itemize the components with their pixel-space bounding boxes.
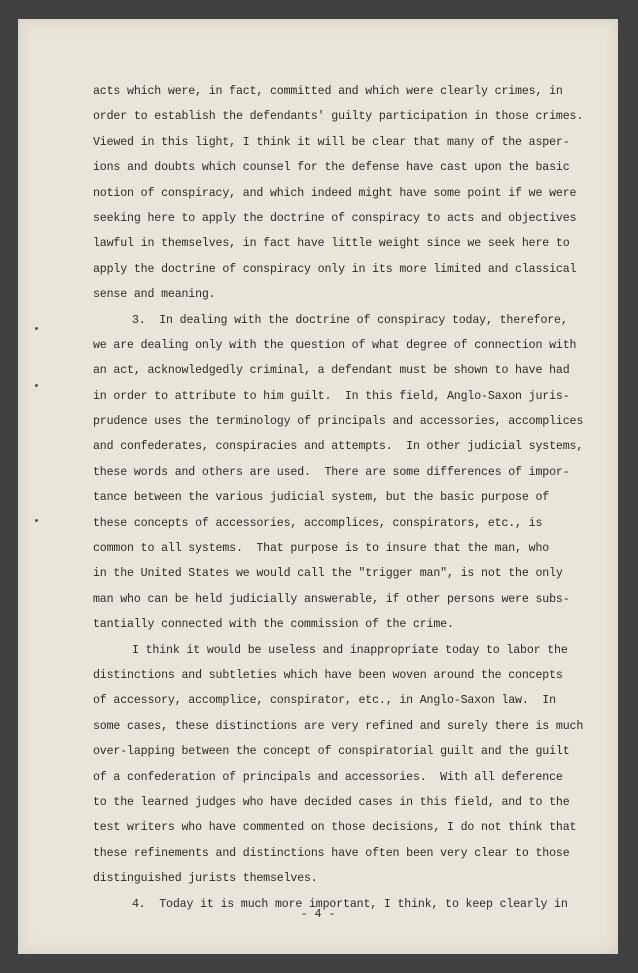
text-line: ions and doubts which counsel for the defense have cast upon the basic — [93, 161, 570, 175]
text-line: notion of conspiracy, and which indeed might have some point if we were — [93, 186, 577, 200]
text-line: of accessory, accomplice, conspirator, etc., in Anglo-Saxon law. In — [93, 694, 556, 708]
document-page — [18, 19, 618, 954]
text-line: lawful in themselves, in fact have little weight since we seek here to — [93, 237, 570, 251]
text-line: to the learned judges who have decided cases in this field, and to the — [93, 795, 570, 809]
text-line: sense and meaning. — [93, 288, 216, 302]
text-line: prudence uses the terminology of principals and accessories, accomplices — [93, 415, 584, 429]
text-line: these refinements and distinctions have often been very clear to those — [93, 846, 570, 860]
text-line: we are dealing only with the question of what degree of connection with — [93, 338, 577, 352]
text-line: in the United States we would call the "trigger man", is not the only — [93, 567, 563, 581]
text-line: some cases, these distinctions are very refined and surely there is much — [93, 719, 584, 733]
text-line: test writers who have commented on those decisions, I do not think that — [93, 821, 577, 835]
text-line: 3. In dealing with the doctrine of conspiracy today, therefore, — [132, 313, 568, 327]
text-line: distinguished jurists themselves. — [93, 872, 318, 886]
text-line: man who can be held judicially answerable, if other persons were subs- — [93, 592, 570, 606]
text-line: 4. Today it is much more important, I think, to keep clearly in — [132, 897, 568, 911]
text-line: and confederates, conspiracies and attempts. In other judicial systems, — [93, 440, 584, 454]
text-line: acts which were, in fact, committed and which were clearly crimes, in — [93, 85, 563, 98]
text-line: apply the doctrine of conspiracy only in its more limited and classical — [93, 262, 577, 276]
body-text — [93, 79, 584, 917]
text-line: in order to attribute to him guilt. In this field, Anglo-Saxon juris- — [93, 389, 570, 403]
text-line: I think it would be useless and inappropriate today to labor the — [132, 643, 568, 657]
text-line: an act, acknowledgedly criminal, a defendant must be shown to have had — [93, 364, 570, 378]
text-line: order to establish the defendants' guilty participation in those crimes. — [93, 110, 584, 124]
punch-mark — [35, 519, 38, 522]
punch-mark — [35, 384, 38, 387]
text-line: these concepts of accessories, accomplices, conspirators, etc., is — [93, 516, 543, 530]
text-line: tantially connected with the commission of the crime. — [93, 618, 454, 632]
punch-mark — [35, 327, 38, 330]
text-line: these words and others are used. There are some differences of impor- — [93, 465, 570, 479]
text-line: seeking here to apply the doctrine of conspiracy to acts and objectives — [93, 211, 577, 225]
text-line: of a confederation of principals and accessories. With all deference — [93, 770, 563, 784]
text-line: distinctions and subtleties which have been woven around the concepts — [93, 668, 563, 682]
page-number: - 4 - — [300, 908, 336, 921]
text-line: common to all systems. That purpose is to insure that the man, who — [93, 542, 550, 556]
text-line: Viewed in this light, I think it will be clear that many of the asper- — [93, 135, 570, 149]
text-line: over-lapping between the concept of conspiratorial guilt and the guilt — [93, 745, 570, 759]
text-line: tance between the various judicial system, but the basic purpose of — [93, 491, 550, 505]
